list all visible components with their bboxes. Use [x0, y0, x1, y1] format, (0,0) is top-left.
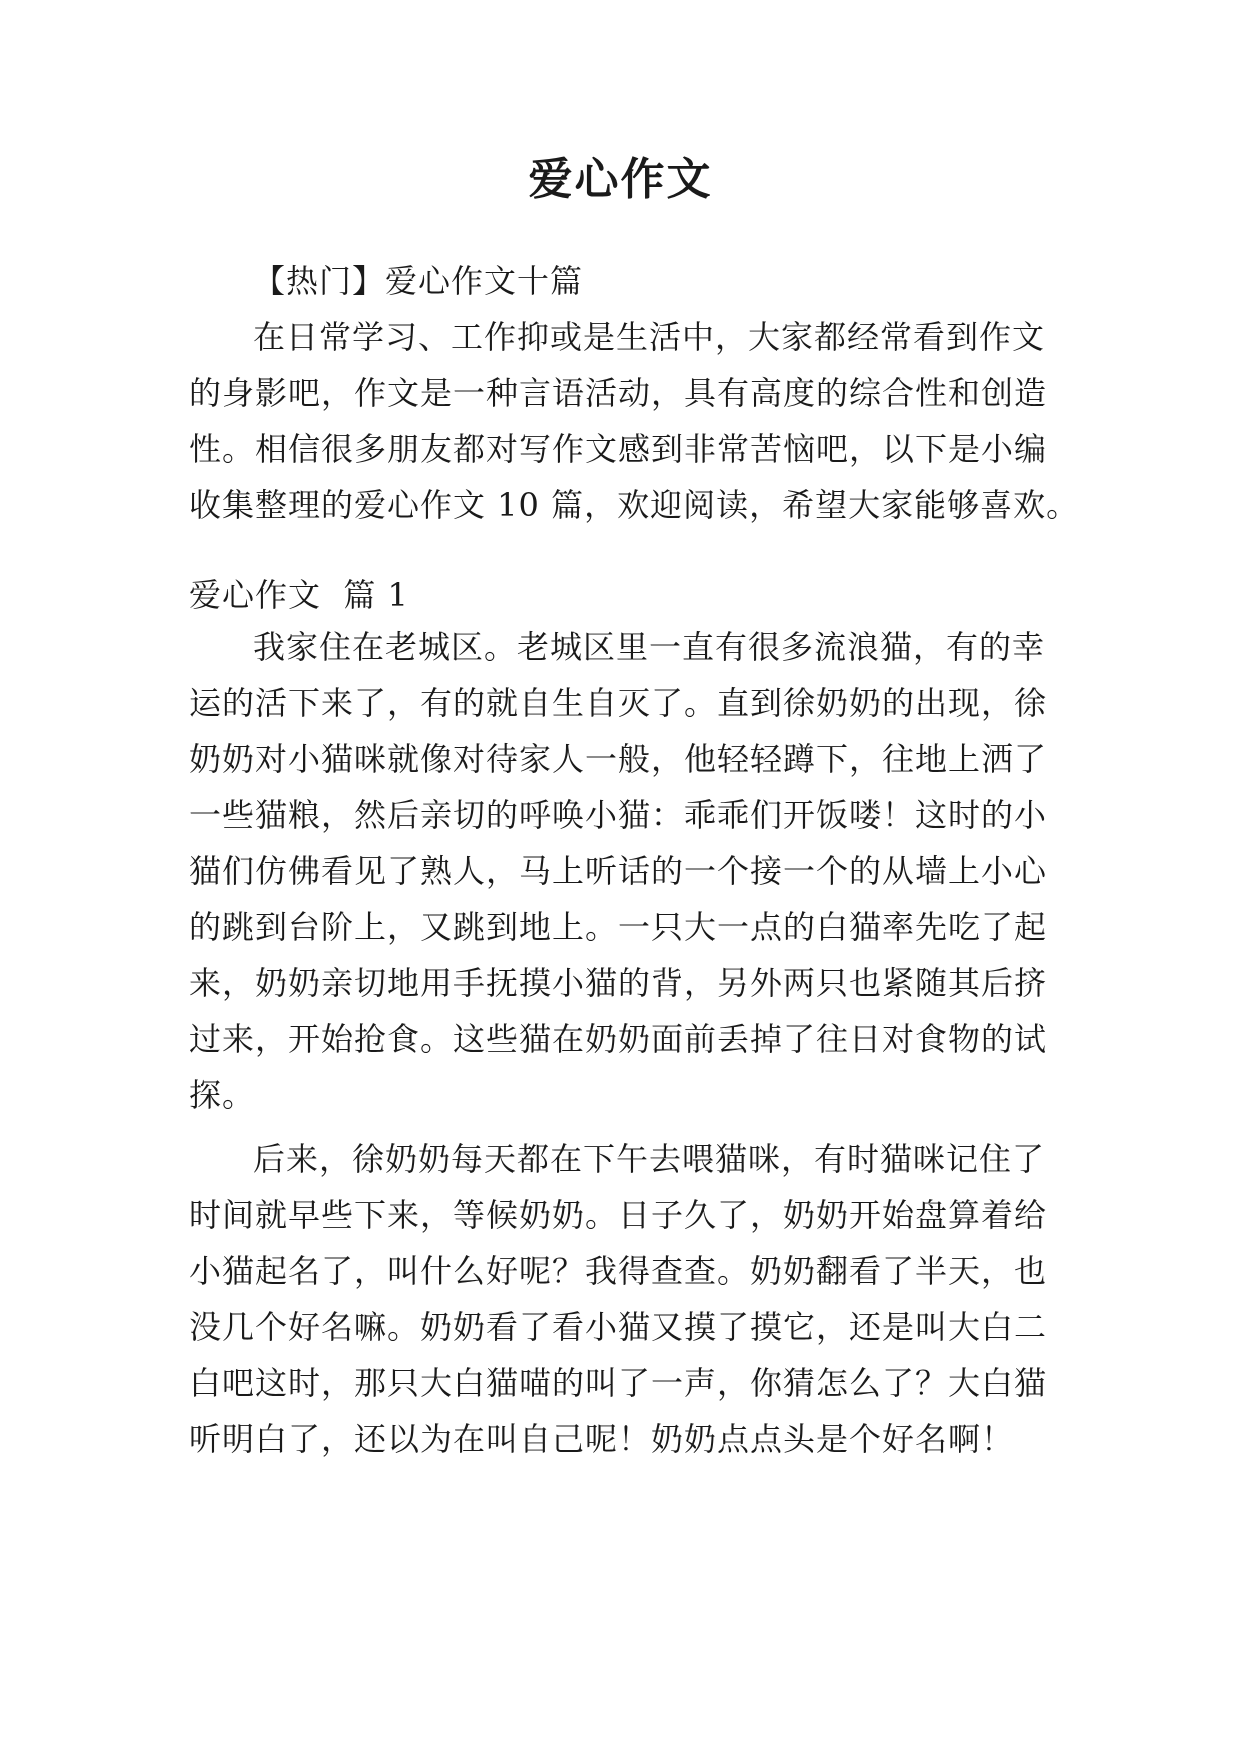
paragraph-line: 来，奶奶亲切地用手抚摸小猫的背，另外两只也紧随其后挤: [189, 964, 1048, 1002]
intro-line: 性。相信很多朋友都对写作文感到非常苦恼吧，以下是小编: [189, 430, 1048, 468]
paragraph-line: 白吧这时，那只大白猫喵的叫了一声，你猜怎么了？大白猫: [189, 1364, 1048, 1402]
paragraph-2: [189, 1131, 1069, 1467]
paragraph-line: 时间就早些下来，等候奶奶。日子久了，奶奶开始盘算着给: [189, 1196, 1048, 1234]
document-title: 爱心作文: [528, 154, 713, 205]
paragraph-line: 运的活下来了，有的就自生自灭了。直到徐奶奶的出现，徐: [189, 684, 1048, 722]
paragraph-line: 奶奶对小猫咪就像对待家人一般，他轻轻蹲下，往地上洒了: [189, 740, 1048, 778]
paragraph-1: [189, 619, 1069, 1123]
intro-line: 的身影吧，作文是一种言语活动，具有高度的综合性和创造: [189, 374, 1048, 412]
paragraph-line: 听明白了，还以为在叫自己呢！奶奶点点头是个好名啊！: [189, 1420, 1015, 1458]
paragraph-line: 的跳到台阶上，又跳到地上。一只大一点的白猫率先吃了起: [189, 908, 1048, 946]
paragraph-line: 我家住在老城区。老城区里一直有很多流浪猫，有的幸: [253, 628, 1046, 666]
intro-paragraph: [189, 309, 1080, 533]
section-heading: 爱心作文 篇 1: [189, 576, 409, 614]
paragraph-line: 猫们仿佛看见了熟人，马上听话的一个接一个的从墙上小心: [189, 852, 1048, 890]
intro-line: 在日常学习、工作抑或是生活中，大家都经常看到作文: [253, 318, 1046, 356]
paragraph-line: 探。: [189, 1076, 256, 1114]
paragraph-line: 没几个好名嘛。奶奶看了看小猫又摸了摸它，还是叫大白二: [189, 1308, 1048, 1346]
paragraph-line: 过来，开始抢食。这些猫在奶奶面前丢掉了往日对食物的试: [189, 1020, 1048, 1058]
intro-line: 收集整理的爱心作文 10 篇，欢迎阅读，希望大家能够喜欢。: [189, 486, 1080, 524]
paragraph-line: 一些猫粮，然后亲切的呼唤小猫：乖乖们开饭喽！这时的小: [189, 796, 1048, 834]
paragraph-line: 小猫起名了，叫什么好呢？我得查查。奶奶翻看了半天，也: [189, 1252, 1048, 1290]
paragraph-line: 后来，徐奶奶每天都在下午去喂猫咪，有时猫咪记住了: [253, 1140, 1046, 1178]
document-subtitle: 【热门】爱心作文十篇: [253, 262, 584, 300]
